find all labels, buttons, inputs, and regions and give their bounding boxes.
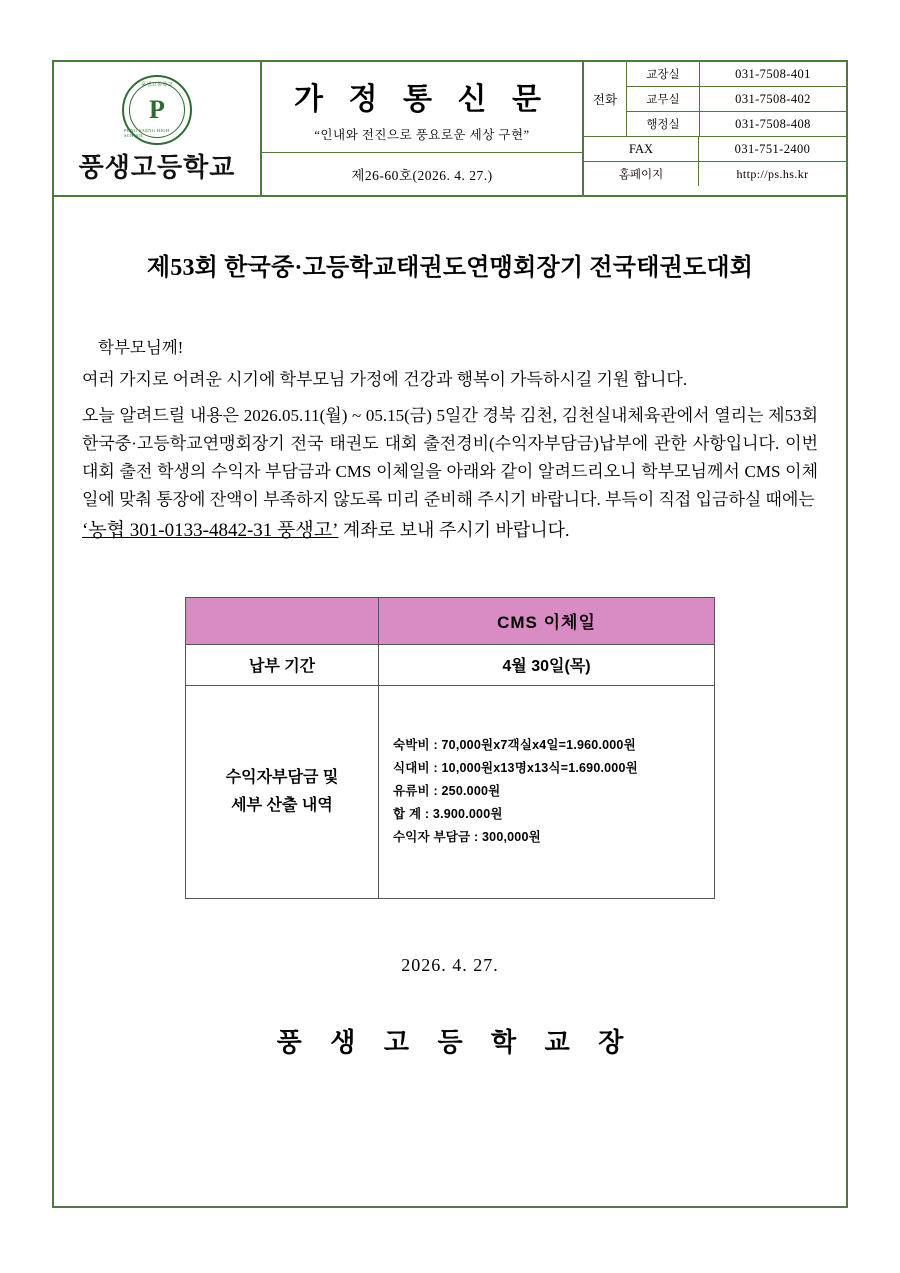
- fee-breakdown-item: 숙박비 : 70,000원x7객실x4일=1.960.000원: [393, 737, 636, 752]
- fee-breakdown-item: 식대비 : 10,000원x13명x13식=1.690.000원: [393, 760, 638, 775]
- phone-group: [584, 62, 846, 137]
- phone-row-key: 교무실: [627, 87, 700, 111]
- fee-breakdown-item: 유류비 : 250.000원: [393, 784, 501, 799]
- fax-value: 031-751-2400: [734, 141, 811, 156]
- table-row: [186, 597, 715, 644]
- phone-row-value: 031-7508-408: [735, 116, 811, 131]
- homepage-row: [584, 162, 846, 186]
- crest-letter: P: [149, 95, 165, 124]
- account-number: ‘농협 301-0133-4842-31 풍생고’: [82, 520, 339, 542]
- phone-row-key: 교장실: [627, 62, 700, 86]
- phone-row-key: 행정실: [627, 112, 700, 136]
- fax-row: [584, 137, 846, 162]
- masthead-center: [262, 62, 584, 195]
- phone-row-value: 031-7508-402: [735, 91, 811, 106]
- fee-breakdown-label: [186, 685, 379, 898]
- paragraph-2: 오늘 알려드릴 내용은 2026.05.11(월) ~ 05.15(금) 5일간 경북 김천, 김천실내체육관에서 열리는 제53회 한국중·고등학교연맹회장기 전국 태권도 대회 출전경비(수익자부담금)납부에 관한 사항입니다. 이번 대회 출전 학생의 수익자 부담금과 CMS 이체일을 아래와 같이 알려드리오니 학부모님께서 CMS 이체일에 맞춰 통장에 잔액이 부족하지 않도록 미리 준비해 주시기 바랍니다. 부득이 직접 입금하실 때에는: [82, 406, 818, 510]
- phone-rows: [627, 62, 846, 136]
- school-crest-icon: [122, 75, 192, 145]
- paper-title: 가 정 통 신 문: [294, 83, 550, 116]
- fax-label: FAX: [584, 137, 699, 161]
- document-date: 2026. 4. 27.: [401, 954, 499, 975]
- masthead: [54, 62, 846, 197]
- phone-row: [627, 112, 846, 136]
- document-signature: 풍 생 고 등 학 교 장: [276, 1027, 635, 1057]
- phone-row: [627, 87, 846, 112]
- phone-label: 전화: [584, 62, 627, 136]
- crest-top-text: 풍생고등학교: [141, 83, 173, 88]
- masthead-title-block: [262, 62, 582, 153]
- fee-breakdown-item: 합 계 : 3.900.000원: [393, 807, 503, 822]
- paragraph-1: 여러 가지로 어려운 시기에 학부모님 가정에 건강과 행복이 가득하시길 기원 합니다.: [82, 370, 688, 389]
- homepage-value[interactable]: http://ps.hs.kr: [736, 166, 809, 181]
- paper-slogan: “인내와 전진으로 풍요로운 세상 구현”: [314, 128, 530, 142]
- issue-number: 제26-60호(2026. 4. 27.): [351, 168, 493, 183]
- table-row: [186, 644, 715, 685]
- fee-period-label: 납부 기간: [186, 644, 379, 685]
- fee-table-header-cms: CMS 이체일: [379, 597, 715, 644]
- document-body: [54, 247, 846, 1059]
- fee-table-corner-cell: [186, 597, 379, 644]
- phone-row: [627, 62, 846, 87]
- fee-period-value: 4월 30일(목): [379, 644, 715, 685]
- fee-breakdown-label-line1: 수익자부담금 및: [225, 769, 339, 787]
- table-row: [186, 685, 715, 898]
- fee-breakdown-label-line2: 세부 산출 내역: [231, 796, 333, 814]
- school-name: 풍생고등학교: [78, 153, 236, 182]
- masthead-logo-cell: [54, 62, 262, 195]
- account-tail-text: 계좌로 보내 주시기 바랍니다.: [342, 520, 570, 541]
- document-frame: [52, 60, 848, 1208]
- fee-breakdown-list: [379, 685, 715, 898]
- fee-breakdown-item: 수익자 부담금 : 300,000원: [393, 830, 541, 845]
- account-line: [82, 516, 818, 546]
- phone-row-value: 031-7508-401: [735, 66, 811, 81]
- salutation: 학부모님께!: [98, 338, 184, 357]
- page-title: 제53회 한국중·고등학교태권도연맹회장기 전국태권도대회: [146, 255, 754, 281]
- crest-bottom-text: PUNG SAENG HIGH SCHOOL: [124, 128, 170, 138]
- homepage-label: 홈페이지: [584, 162, 699, 186]
- masthead-contact-block: [584, 62, 846, 195]
- fee-table: [185, 597, 715, 899]
